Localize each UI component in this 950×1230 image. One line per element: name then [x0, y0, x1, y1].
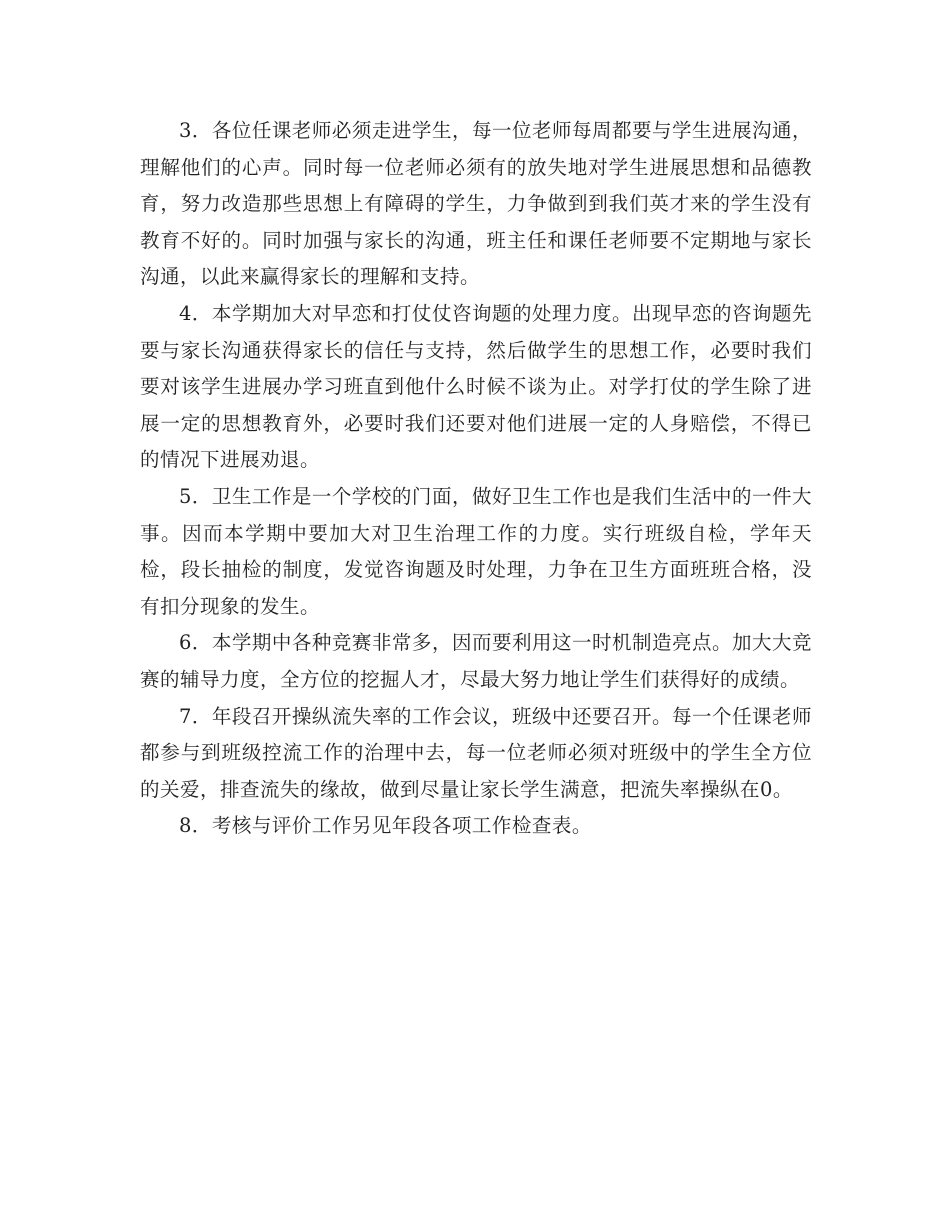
paragraph-item-6: 6．本学期中各种竞赛非常多，因而要利用这一时机制造亮点。加大大竞赛的辅导力度，全方位的挖掘人才，尽最大努力地让学生们获得好的成绩。 — [140, 631, 812, 691]
paragraph-item-4: 4．本学期加大对早恋和打仗仗咨询题的处理力度。出现早恋的咨询题先要与家长沟通获得家长的信任与支持，然后做学生的思想工作，必要时我们要对该学生进展办学习班直到他什么时候不谈为止。对学打仗的学生除了进展一定的思想教育外，必要时我们还要对他们进展一定的人身赔偿，不得已的情况下进展劝退。 — [140, 301, 812, 472]
document-body — [140, 113, 812, 845]
paragraph-item-3: 3．各位任课老师必须走进学生，每一位老师每周都要与学生进展沟通，理解他们的心声。同时每一位老师必须有的放失地对学生进展思想和品德教育，努力改造那些思想上有障碍的学生，力争做到到我们英才来的学生没有教育不好的。同时加强与家长的沟通，班主任和课任老师要不定期地与家长沟通，以此来赢得家长的理解和支持。 — [140, 119, 812, 289]
paragraph-item-7: 7．年段召开操纵流失率的工作会议，班级中还要召开。每一个任课老师都参与到班级控流工作的治理中去，每一位老师必须对班级中的学生全方位的关爱，排查流失的缘故，做到尽量让家长学生满意，把流失率操纵在0。 — [140, 704, 812, 801]
paragraph-item-5: 5．卫生工作是一个学校的门面，做好卫生工作也是我们生活中的一件大事。因而本学期中要加大对卫生治理工作的力度。实行班级自检，学年天检，段长抽检的制度，发觉咨询题及时处理，力争在卫生方面班班合格，没有扣分现象的发生。 — [140, 484, 812, 618]
paragraph-item-8: 8．考核与评价工作另见年段各项工作检查表。 — [179, 814, 592, 838]
